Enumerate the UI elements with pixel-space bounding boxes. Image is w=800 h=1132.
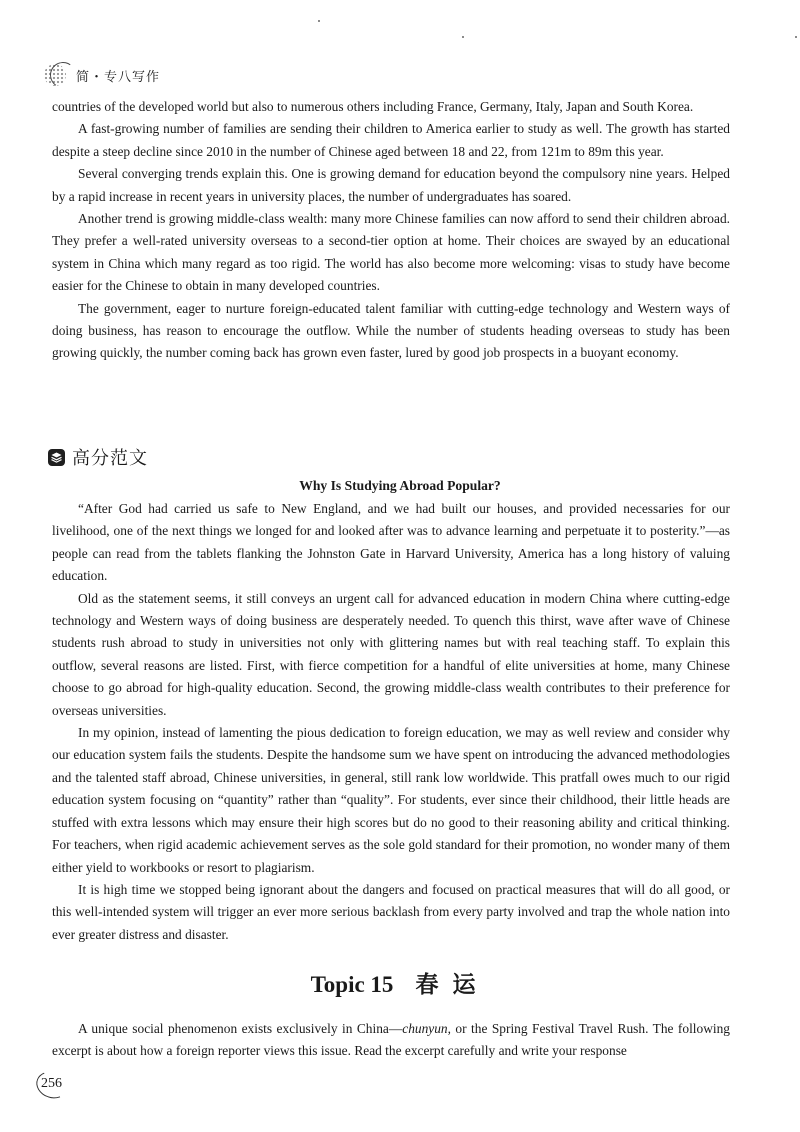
page-number bbox=[36, 1072, 70, 1098]
scan-speck bbox=[462, 36, 464, 38]
section-label: 高分范文 bbox=[72, 448, 148, 469]
layers-icon bbox=[48, 449, 65, 466]
essay-title: Why Is Studying Abroad Popular? bbox=[299, 478, 501, 493]
paragraph: Several converging trends explain this. One is growing demand for education beyond the compulsory nine years. Helped by a rapid increase in recent years in university places, the number of undergraduates has soared. bbox=[52, 166, 730, 204]
paragraph: Another trend is growing middle-class wealth: many more Chinese families can now afford to send their children abroad. They prefer a well-rated university overseas to a second-tier option at home. Their choices are swayed by an educational system in China which many regard as too rigid. The world has also become more welcoming: visas to study have become easier for the Chinese to obtain in many developed countries. bbox=[52, 211, 730, 294]
running-header bbox=[44, 62, 160, 88]
paragraph: Old as the statement seems, it still conveys an urgent call for advanced education in modern China where cutting-edge technology and Western ways of doing business are desperately needed. To quench this thirst, wave after wave of Chinese students rush abroad to study in universities not only with glittering names but with real teaching staff. To explain this outflow, several reasons are listed. First, with fierce competition for a handful of elite universities at home, many Chinese choose to go abroad for high-quality education. Second, the growing middle-class wealth contributes to their preference for overseas universities. bbox=[52, 590, 730, 718]
topic-label: Topic 15 bbox=[310, 972, 394, 997]
paragraph: “After God had carried us safe to New England, and we had built our houses, and provided necessaries for our livelihood, one of the next things we longed for and looked after was to advance learning and perpetuate it to posterity.”—as people can read from the tablets flanking the Johnston Gate in Harvard University, America has a long history of valuing education. bbox=[52, 501, 730, 584]
paragraph: It is high time we stopped being ignorant about the dangers and focused on practical measures that will do all good, or this well-intended system will trigger an ever more serious backlash from every party involved and trap the whole nation into ever greater distress and disaster. bbox=[52, 881, 730, 942]
paragraph: A fast-growing number of families are sending their children to America earlier to study as well. The growth has started despite a steep decline since 2010 in the number of Chinese aged between 18 and 22, from 121m to 89m this year. bbox=[52, 121, 730, 159]
paragraph: countries of the developed world but also to numerous others including France, Germany, Italy, Japan and South Korea. bbox=[52, 99, 694, 114]
topic-intro-part: , or the Spring Festival Travel Rush. The following excerpt is about how a foreign reporter views this issue. Read the excerpt carefully and write your response bbox=[52, 1021, 730, 1059]
topic-intro-italic: chunyun bbox=[402, 1021, 448, 1036]
book-logo-icon bbox=[44, 62, 74, 88]
scan-speck bbox=[795, 36, 797, 38]
scan-speck bbox=[318, 20, 320, 22]
topic-intro-part: A unique social phenomenon exists exclusively in China— bbox=[78, 1021, 403, 1036]
paragraph: In my opinion, instead of lamenting the pious dedication to foreign education, we may as well review and consider why our education system fails the students. Despite the handsome sum we have spent on introducing the advanced methodologies and the talented staff abroad, Chinese universities, in general, still rank low worldwide. This pratfall owes much to our rigid education system focusing on “quantity” rather than “quality”. For students, ever since their childhood, their little heads are stuffed with extra lessons which may ensure their high scores but do no good to their reasoning ability and critical thinking. For teachers, when rigid academic achievement serves as the sole gold standard for their promotion, no wonder many of them either yield to workbooks or resort to plagiarism. bbox=[52, 725, 730, 875]
topic-chinese: 春运 bbox=[415, 972, 490, 998]
paragraph bbox=[52, 1018, 730, 1063]
intro-text bbox=[52, 96, 730, 365]
page-number-text: 256 bbox=[41, 1076, 62, 1091]
paragraph: The government, eager to nurture foreign-educated talent familiar with cutting-edge technology and Western ways of doing business, has reason to encourage the outflow. While the number of students heading overseas to study has been growing quickly, the number coming back has grown even faster, lured by good job prospects in a buoyant economy. bbox=[52, 300, 730, 361]
running-title: 简・专八写作 bbox=[76, 69, 161, 85]
topic-heading bbox=[0, 966, 800, 999]
essay-body bbox=[52, 498, 730, 946]
topic-intro bbox=[52, 1018, 730, 1063]
section-heading bbox=[48, 444, 148, 470]
